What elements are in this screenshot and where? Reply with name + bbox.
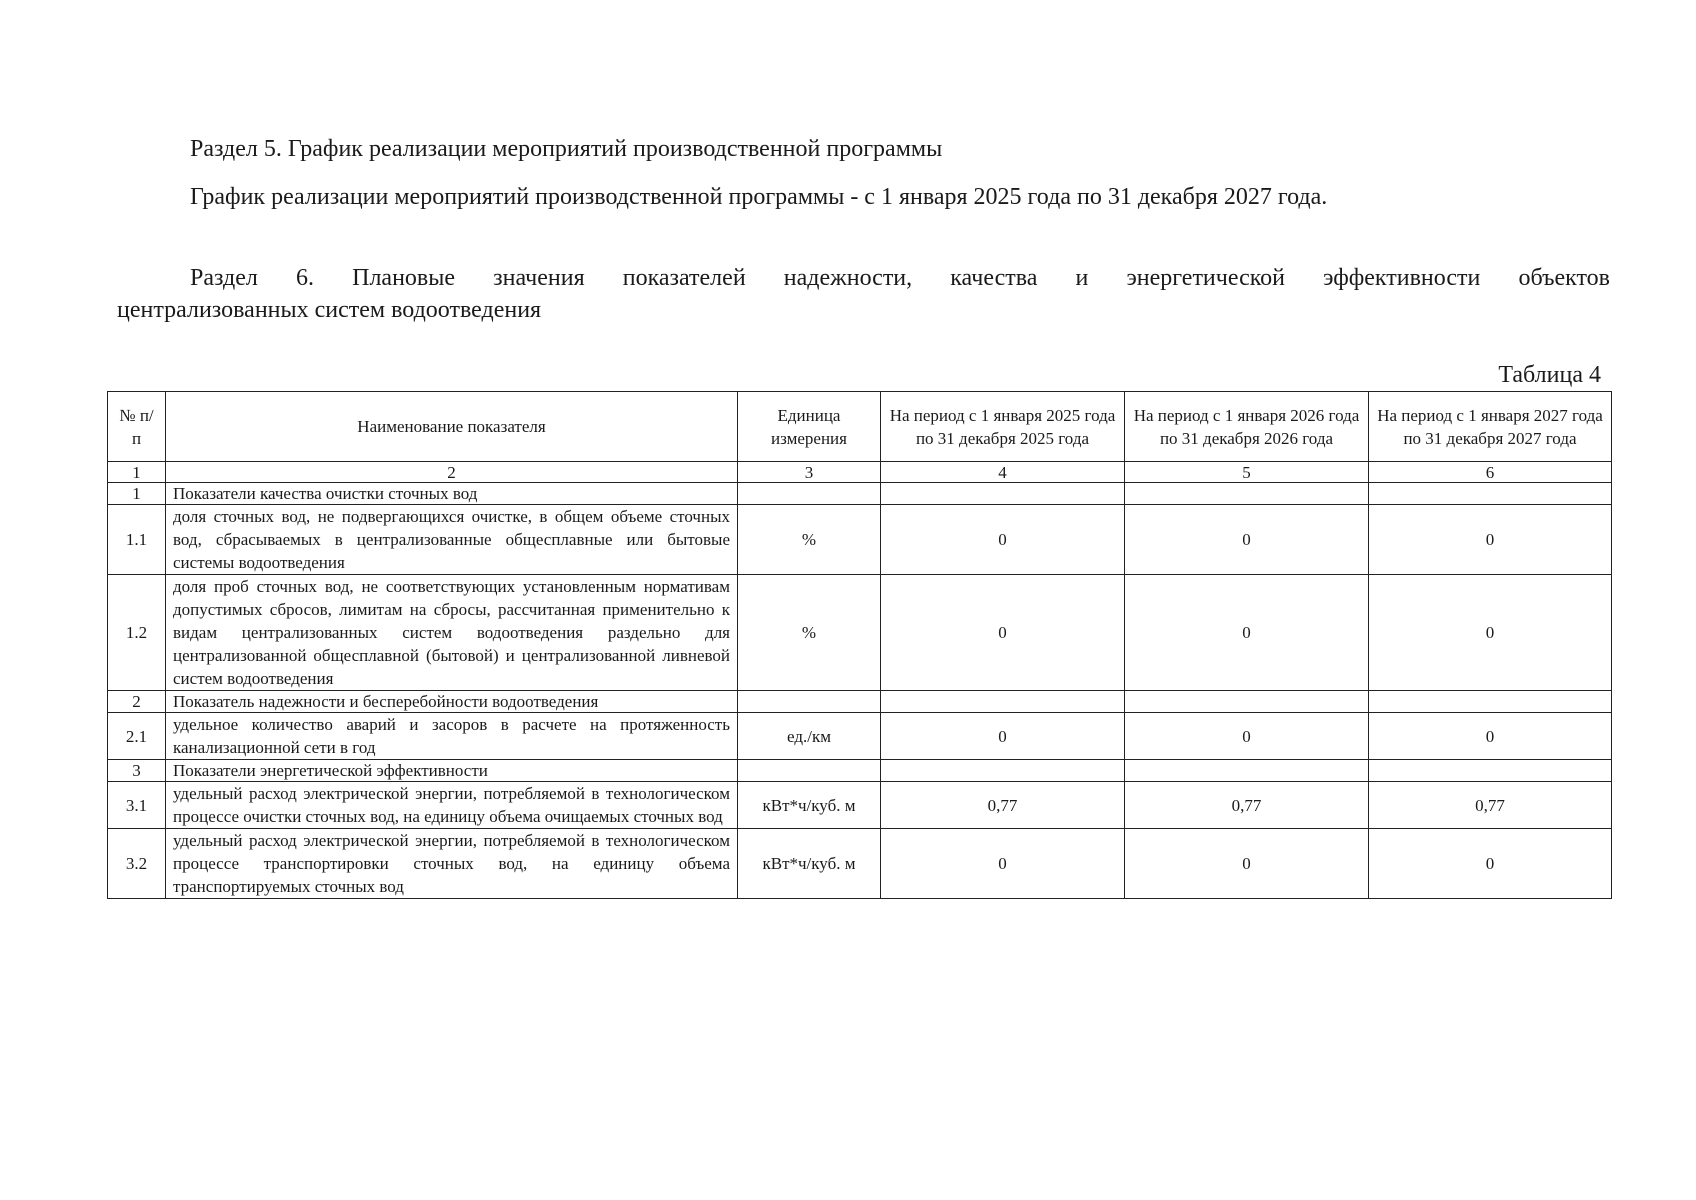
row-name: удельный расход электрической энергии, потребляемой в технологическом процессе очистки сточных вод, на единицу объема очищаемых сточных вод bbox=[166, 782, 738, 829]
row-value-2027: 0 bbox=[1369, 713, 1612, 760]
section5-text: График реализации мероприятий производственной программы - с 1 января 2025 года по 31 декабря 2027 года. bbox=[190, 184, 1328, 210]
row-value-2026 bbox=[1125, 483, 1369, 505]
row-name: Показатели энергетической эффективности bbox=[166, 760, 738, 782]
row-value-2027 bbox=[1369, 483, 1612, 505]
row-num: 3.1 bbox=[108, 782, 166, 829]
row-name: удельный расход электрической энергии, потребляемой в технологическом процессе транспортировки сточных вод, на единицу объема транспортируемых сточных вод bbox=[166, 829, 738, 899]
row-value-2026: 0 bbox=[1125, 713, 1369, 760]
row-value-2025: 0,77 bbox=[881, 782, 1125, 829]
row-value-2025 bbox=[881, 760, 1125, 782]
row-value-2025 bbox=[881, 691, 1125, 713]
row-num: 1 bbox=[108, 483, 166, 505]
row-value-2027 bbox=[1369, 760, 1612, 782]
row-value-2026 bbox=[1125, 760, 1369, 782]
row-name: удельное количество аварий и засоров в расчете на протяженность канализационной сети в год bbox=[166, 713, 738, 760]
column-number: 6 bbox=[1369, 462, 1612, 483]
row-num: 2.1 bbox=[108, 713, 166, 760]
section6-title-line1: Раздел 6. Плановые значения показателей надежности, качества и энергетической эффективности объектов bbox=[190, 265, 1610, 291]
row-value-2026: 0 bbox=[1125, 575, 1369, 691]
header-num: № п/п bbox=[108, 392, 166, 462]
row-value-2026: 0,77 bbox=[1125, 782, 1369, 829]
row-num: 1.2 bbox=[108, 575, 166, 691]
row-unit bbox=[738, 760, 881, 782]
row-unit bbox=[738, 691, 881, 713]
row-value-2025: 0 bbox=[881, 829, 1125, 899]
header-period-2025: На период с 1 января 2025 года по 31 декабря 2025 года bbox=[881, 392, 1125, 462]
row-name: Показатель надежности и бесперебойности водоотведения bbox=[166, 691, 738, 713]
row-unit: % bbox=[738, 575, 881, 691]
row-value-2025: 0 bbox=[881, 505, 1125, 575]
row-value-2027 bbox=[1369, 691, 1612, 713]
row-num: 1.1 bbox=[108, 505, 166, 575]
row-value-2027: 0 bbox=[1369, 575, 1612, 691]
section6-title bbox=[117, 262, 1610, 326]
table-row bbox=[108, 713, 1612, 760]
header-unit: Единица измерения bbox=[738, 392, 881, 462]
row-num: 3 bbox=[108, 760, 166, 782]
column-number: 4 bbox=[881, 462, 1125, 483]
row-unit: % bbox=[738, 505, 881, 575]
table-row bbox=[108, 760, 1612, 782]
table-row bbox=[108, 483, 1612, 505]
header-period-2026: На период с 1 января 2026 года по 31 декабря 2026 года bbox=[1125, 392, 1369, 462]
row-num: 3.2 bbox=[108, 829, 166, 899]
table-row bbox=[108, 782, 1612, 829]
row-name: доля сточных вод, не подвергающихся очистке, в общем объеме сточных вод, сбрасываемых в централизованные общесплавные или бытовые системы водоотведения bbox=[166, 505, 738, 575]
row-name: Показатели качества очистки сточных вод bbox=[166, 483, 738, 505]
row-unit: кВт*ч/куб. м bbox=[738, 829, 881, 899]
header-period-2027: На период с 1 января 2027 года по 31 декабря 2027 года bbox=[1369, 392, 1612, 462]
row-value-2025 bbox=[881, 483, 1125, 505]
row-unit bbox=[738, 483, 881, 505]
row-value-2027: 0 bbox=[1369, 505, 1612, 575]
row-value-2025: 0 bbox=[881, 713, 1125, 760]
column-number: 3 bbox=[738, 462, 881, 483]
column-number-row bbox=[108, 462, 1612, 483]
row-value-2026: 0 bbox=[1125, 829, 1369, 899]
table-row bbox=[108, 505, 1612, 575]
column-number: 1 bbox=[108, 462, 166, 483]
table-caption: Таблица 4 bbox=[1498, 362, 1601, 388]
row-name: доля проб сточных вод, не соответствующих установленным нормативам допустимых сбросов, лимитам на сбросы, рассчитанная применительно к видам централизованных систем водоотведения раздельно для централизованной общесплавной (бытовой) и централизованной ливневой систем водоотведения bbox=[166, 575, 738, 691]
table-row bbox=[108, 691, 1612, 713]
row-value-2027: 0,77 bbox=[1369, 782, 1612, 829]
table-header-row bbox=[108, 392, 1612, 462]
column-number: 2 bbox=[166, 462, 738, 483]
table-row bbox=[108, 829, 1612, 899]
row-value-2025: 0 bbox=[881, 575, 1125, 691]
header-name: Наименование показателя bbox=[166, 392, 738, 462]
row-value-2027: 0 bbox=[1369, 829, 1612, 899]
row-num: 2 bbox=[108, 691, 166, 713]
row-unit: ед./км bbox=[738, 713, 881, 760]
row-value-2026: 0 bbox=[1125, 505, 1369, 575]
row-unit: кВт*ч/куб. м bbox=[738, 782, 881, 829]
section5-title: Раздел 5. График реализации мероприятий производственной программы bbox=[190, 136, 943, 162]
section6-title-line2: централизованных систем водоотведения bbox=[117, 297, 542, 323]
column-number: 5 bbox=[1125, 462, 1369, 483]
table-row bbox=[108, 575, 1612, 691]
indicators-table bbox=[107, 391, 1612, 899]
row-value-2026 bbox=[1125, 691, 1369, 713]
